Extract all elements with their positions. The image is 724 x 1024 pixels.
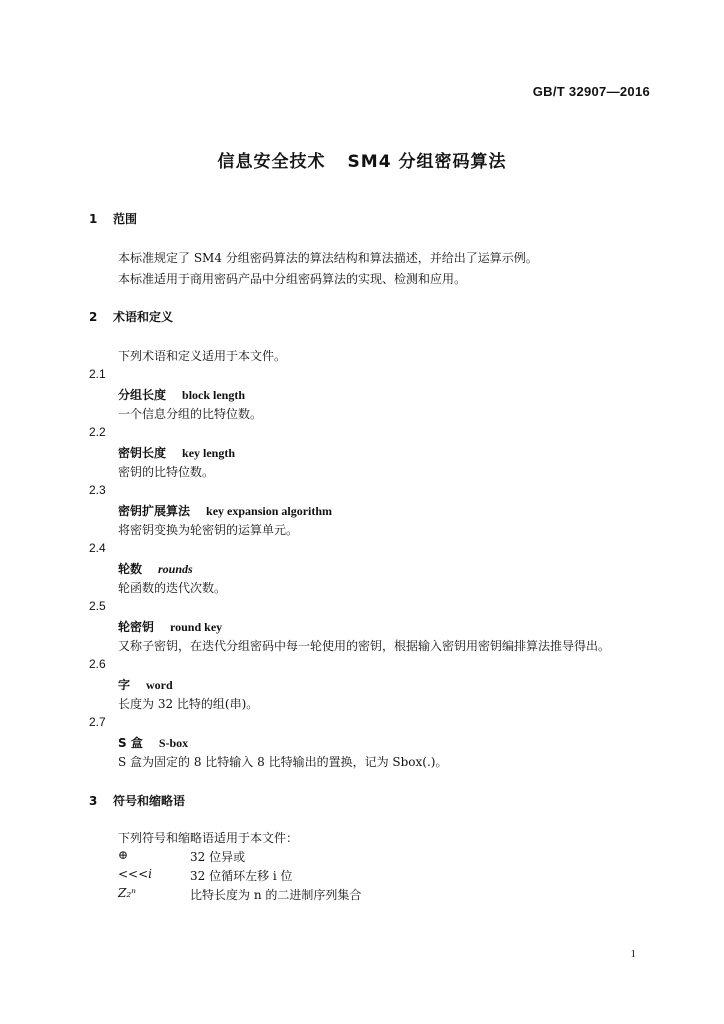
term-number: 2.1 [89, 367, 106, 381]
term-heading: 轮数 rounds [118, 562, 193, 576]
symbol-rotate-left: <<<i [118, 867, 153, 881]
section-1-para-2: 本标准适用于商用密码产品中分组密码算法的实现、检测和应用。 [118, 272, 467, 286]
title-cn: 信息安全技术 [217, 152, 326, 172]
standard-code: GB/T 32907—2016 [532, 84, 650, 99]
term-heading: 轮密钥 round key [118, 620, 223, 634]
term-definition: 将密钥变换为轮密钥的运算单元。 [118, 523, 299, 537]
term-definition: 长度为 32 比特的组(串)。 [118, 697, 259, 711]
symbol-xor: ⊕ [118, 848, 129, 862]
term-definition: 密钥的比特位数。 [118, 465, 215, 479]
term-definition: 又称子密钥，在迭代分组密码中每一轮使用的密钥，根据输入密钥用密钥编排算法推导得出。 [118, 639, 611, 653]
section-2-heading: 2 术语和定义 [89, 310, 174, 324]
section-1-heading: 1 范围 [89, 212, 138, 226]
term-number: 2.5 [89, 599, 106, 613]
symbol-binary-set: Z₂ⁿ [118, 886, 137, 900]
term-number: 2.7 [89, 715, 106, 729]
symbol-description: 比特长度为 n 的二进制序列集合 [190, 888, 362, 902]
term-number: 2.2 [89, 425, 106, 439]
document-title [0, 147, 724, 172]
term-number: 2.6 [89, 657, 106, 671]
page-number: 1 [630, 948, 636, 960]
title-en: SM4 分组密码算法 [347, 152, 507, 172]
term-heading: 密钥扩展算法 key expansion algorithm [118, 504, 333, 518]
term-definition: 轮函数的迭代次数。 [118, 581, 227, 595]
term-number: 2.3 [89, 483, 106, 497]
term-heading: 分组长度 block length [118, 388, 246, 402]
symbol-description: 32 位异或 [190, 850, 246, 864]
term-heading: 密钥长度 key length [118, 446, 236, 460]
symbol-description: 32 位循环左移 i 位 [190, 869, 293, 883]
term-definition: S 盒为固定的 8 比特输入 8 比特输出的置换，记为 Sbox(.)。 [118, 755, 448, 769]
term-heading: 字 word [118, 678, 173, 692]
section-1-para-1: 本标准规定了 SM4 分组密码算法的算法结构和算法描述，并给出了运算示例。 [118, 251, 538, 265]
term-heading: S 盒 S-box [118, 736, 189, 750]
term-number: 2.4 [89, 541, 106, 555]
term-definition: 一个信息分组的比特位数。 [118, 407, 263, 421]
section-2-intro: 下列术语和定义适用于本文件。 [118, 349, 287, 363]
section-3-heading: 3 符号和缩略语 [89, 794, 186, 808]
section-3-intro: 下列符号和缩略语适用于本文件： [118, 831, 299, 845]
